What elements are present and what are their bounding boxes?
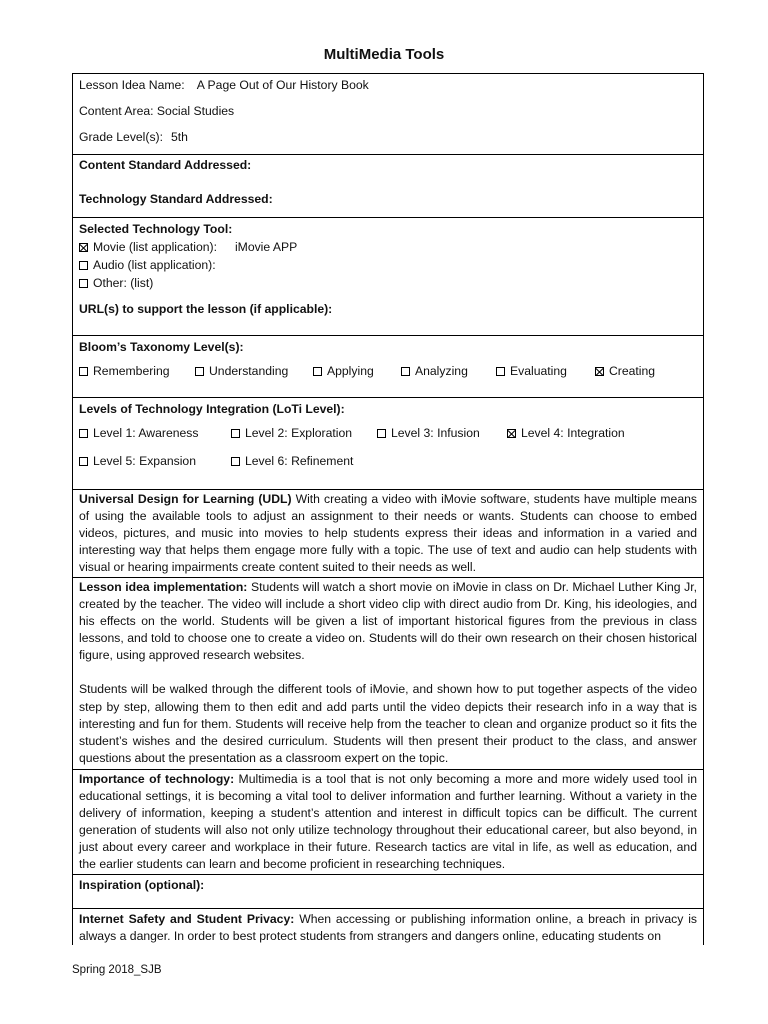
loti-level-1 [79,426,198,440]
tool-option-label: Other: (list) [93,276,154,290]
udl-label: Universal Design for Learning (UDL) [79,492,292,506]
bloom-level-understanding [195,364,288,378]
loti-level-5 [79,454,196,468]
checkbox-icon[interactable] [195,367,204,376]
content-standard-label: Content Standard Addressed: [79,158,252,172]
checkbox-icon[interactable] [496,367,505,376]
bloom-level-evaluating [496,364,567,378]
url-label: URL(s) to support the lesson (if applicable): [79,302,333,316]
page-title: MultiMedia Tools [323,46,445,63]
bloom-level-label: Remembering [93,364,170,378]
checkbox-icon[interactable] [401,367,410,376]
bloom-level-label: Creating [609,364,656,378]
bloom-level-label: Applying [327,364,374,378]
tool-heading: Selected Technology Tool: [79,222,233,236]
loti-level-3 [377,426,480,440]
lesson-info-section [73,74,703,154]
tool-option-label: Audio (list application): [93,258,216,272]
udl-text: With creating a video with iMovie software, students have multiple means of using the available tools to adjust an assignment to their needs or wants. Students can choose to embed videos, pictures, and music into movies to help students express their ideas and information in a varied and interesting way that helps them engage more fully with a topic. The use of text and audio can help students with visual or hearing impairments create content suited to their needs as well. [79,492,697,575]
udl-paragraph [79,491,697,576]
loti-section [73,397,703,489]
content-area-value: Social Studies [156,104,235,118]
checkbox-icon[interactable] [313,367,322,376]
loti-level-label: Level 2: Exploration [245,426,353,440]
grade-level-value: 5th [171,130,188,144]
checkbox-icon[interactable] [79,429,88,438]
bloom-level-label: Understanding [209,364,289,378]
content-area-row [79,104,234,118]
bloom-level-remembering [79,364,170,378]
lesson-idea-row [79,78,369,92]
bloom-level-label: Analyzing [415,364,468,378]
lesson-idea-label: Lesson Idea Name: [79,78,185,92]
standards-section [73,154,703,217]
tool-option-audio [79,258,216,272]
loti-level-4 [507,426,625,440]
checked-box-icon[interactable] [595,367,604,376]
inspiration-section [73,874,703,908]
tool-option-movie [79,240,297,254]
safety-paragraph [79,911,697,945]
safety-label: Internet Safety and Student Privacy: [79,912,295,926]
importance-section [73,769,703,874]
bloom-section [73,335,703,397]
tool-option-other [79,276,153,290]
checkbox-icon[interactable] [79,279,88,288]
lesson-plan-form [72,73,704,945]
content-area-label: Content Area: [79,104,154,118]
technology-tool-section [73,217,703,335]
checked-box-icon[interactable] [79,243,88,252]
checked-box-icon[interactable] [507,429,516,438]
safety-section [73,908,703,945]
loti-level-label: Level 1: Awareness [93,426,199,440]
checkbox-icon[interactable] [79,457,88,466]
loti-level-label: Level 5: Expansion [93,454,196,468]
implementation-label: Lesson idea implementation: [79,580,248,594]
implementation-paragraph-1 [79,579,697,664]
implementation-text-1: Students will watch a short movie on iMovie in class on Dr. Michael Luther King Jr, created by the teacher. The video will include a short video clip with direct audio from Dr. King, his ideologies, and his effects on the world. Students will be given a list of important historical figures from the previous in class lessons, and told to choose one to create a video on. Students will do their own research on their chosen historical figure, using approved research websites. [79,580,697,663]
checkbox-icon[interactable] [79,367,88,376]
checkbox-icon[interactable] [79,261,88,270]
loti-level-2 [231,426,352,440]
bloom-level-applying [313,364,374,378]
footer-text: Spring 2018_SJB [72,964,162,976]
loti-level-label: Level 4: Integration [521,426,625,440]
checkbox-icon[interactable] [377,429,386,438]
bloom-heading: Bloom’s Taxonomy Level(s): [79,340,244,354]
importance-label: Importance of technology: [79,772,235,786]
loti-level-label: Level 6: Refinement [245,454,354,468]
loti-heading: Levels of Technology Integration (LoTi Level): [79,402,345,416]
grade-level-label: Grade Level(s): [79,130,163,144]
grade-level-row [79,130,188,144]
lesson-idea-value: A Page Out of Our History Book [196,78,369,92]
checkbox-icon[interactable] [231,429,240,438]
bloom-level-creating [595,364,655,378]
safety-text: When accessing or publishing information online, a breach in privacy is always a danger. In order to best protect students from strangers and dangers online, educating students on [79,912,697,944]
udl-section [73,489,703,577]
loti-level-6 [231,454,353,468]
bloom-level-analyzing [401,364,468,378]
inspiration-label: Inspiration (optional): [79,878,205,892]
implementation-paragraph-2: Students will be walked through the different tools of iMovie, and shown how to put together aspects of the video step by step, allowing them to then edit and add parts until the video depicts their research info in a way that is interesting and fun for them. Students will receive help from the teacher to clean and organize product so it fits the student’s wishes and the desired curriculum. Students will then present their product to the class, and answer questions about the presentation as a classroom expert on the topic. [79,682,697,765]
tool-option-label: Movie (list application): [93,240,217,254]
bloom-level-label: Evaluating [510,364,567,378]
importance-paragraph [79,771,697,874]
tool-option-value: iMovie APP [234,240,298,254]
importance-text: Multimedia is a tool that is not only becoming a more and more widely used tool in educational settings, it is becoming a vital tool to deliver information and further learning. Without a variety in the delivery of information, keeping a student’s attention and interest in difficult topics can be difficult. The current generation of students will also not only utilize technology throughout their educational career, but also beyond, in just about every career and workplace in their future. Research tactics are vital in life, as well as education, and the earlier students can learn and become proficient in researching techniques. [79,772,697,872]
implementation-section [73,577,703,769]
technology-standard-label: Technology Standard Addressed: [79,192,273,206]
loti-level-label: Level 3: Infusion [391,426,480,440]
checkbox-icon[interactable] [231,457,240,466]
